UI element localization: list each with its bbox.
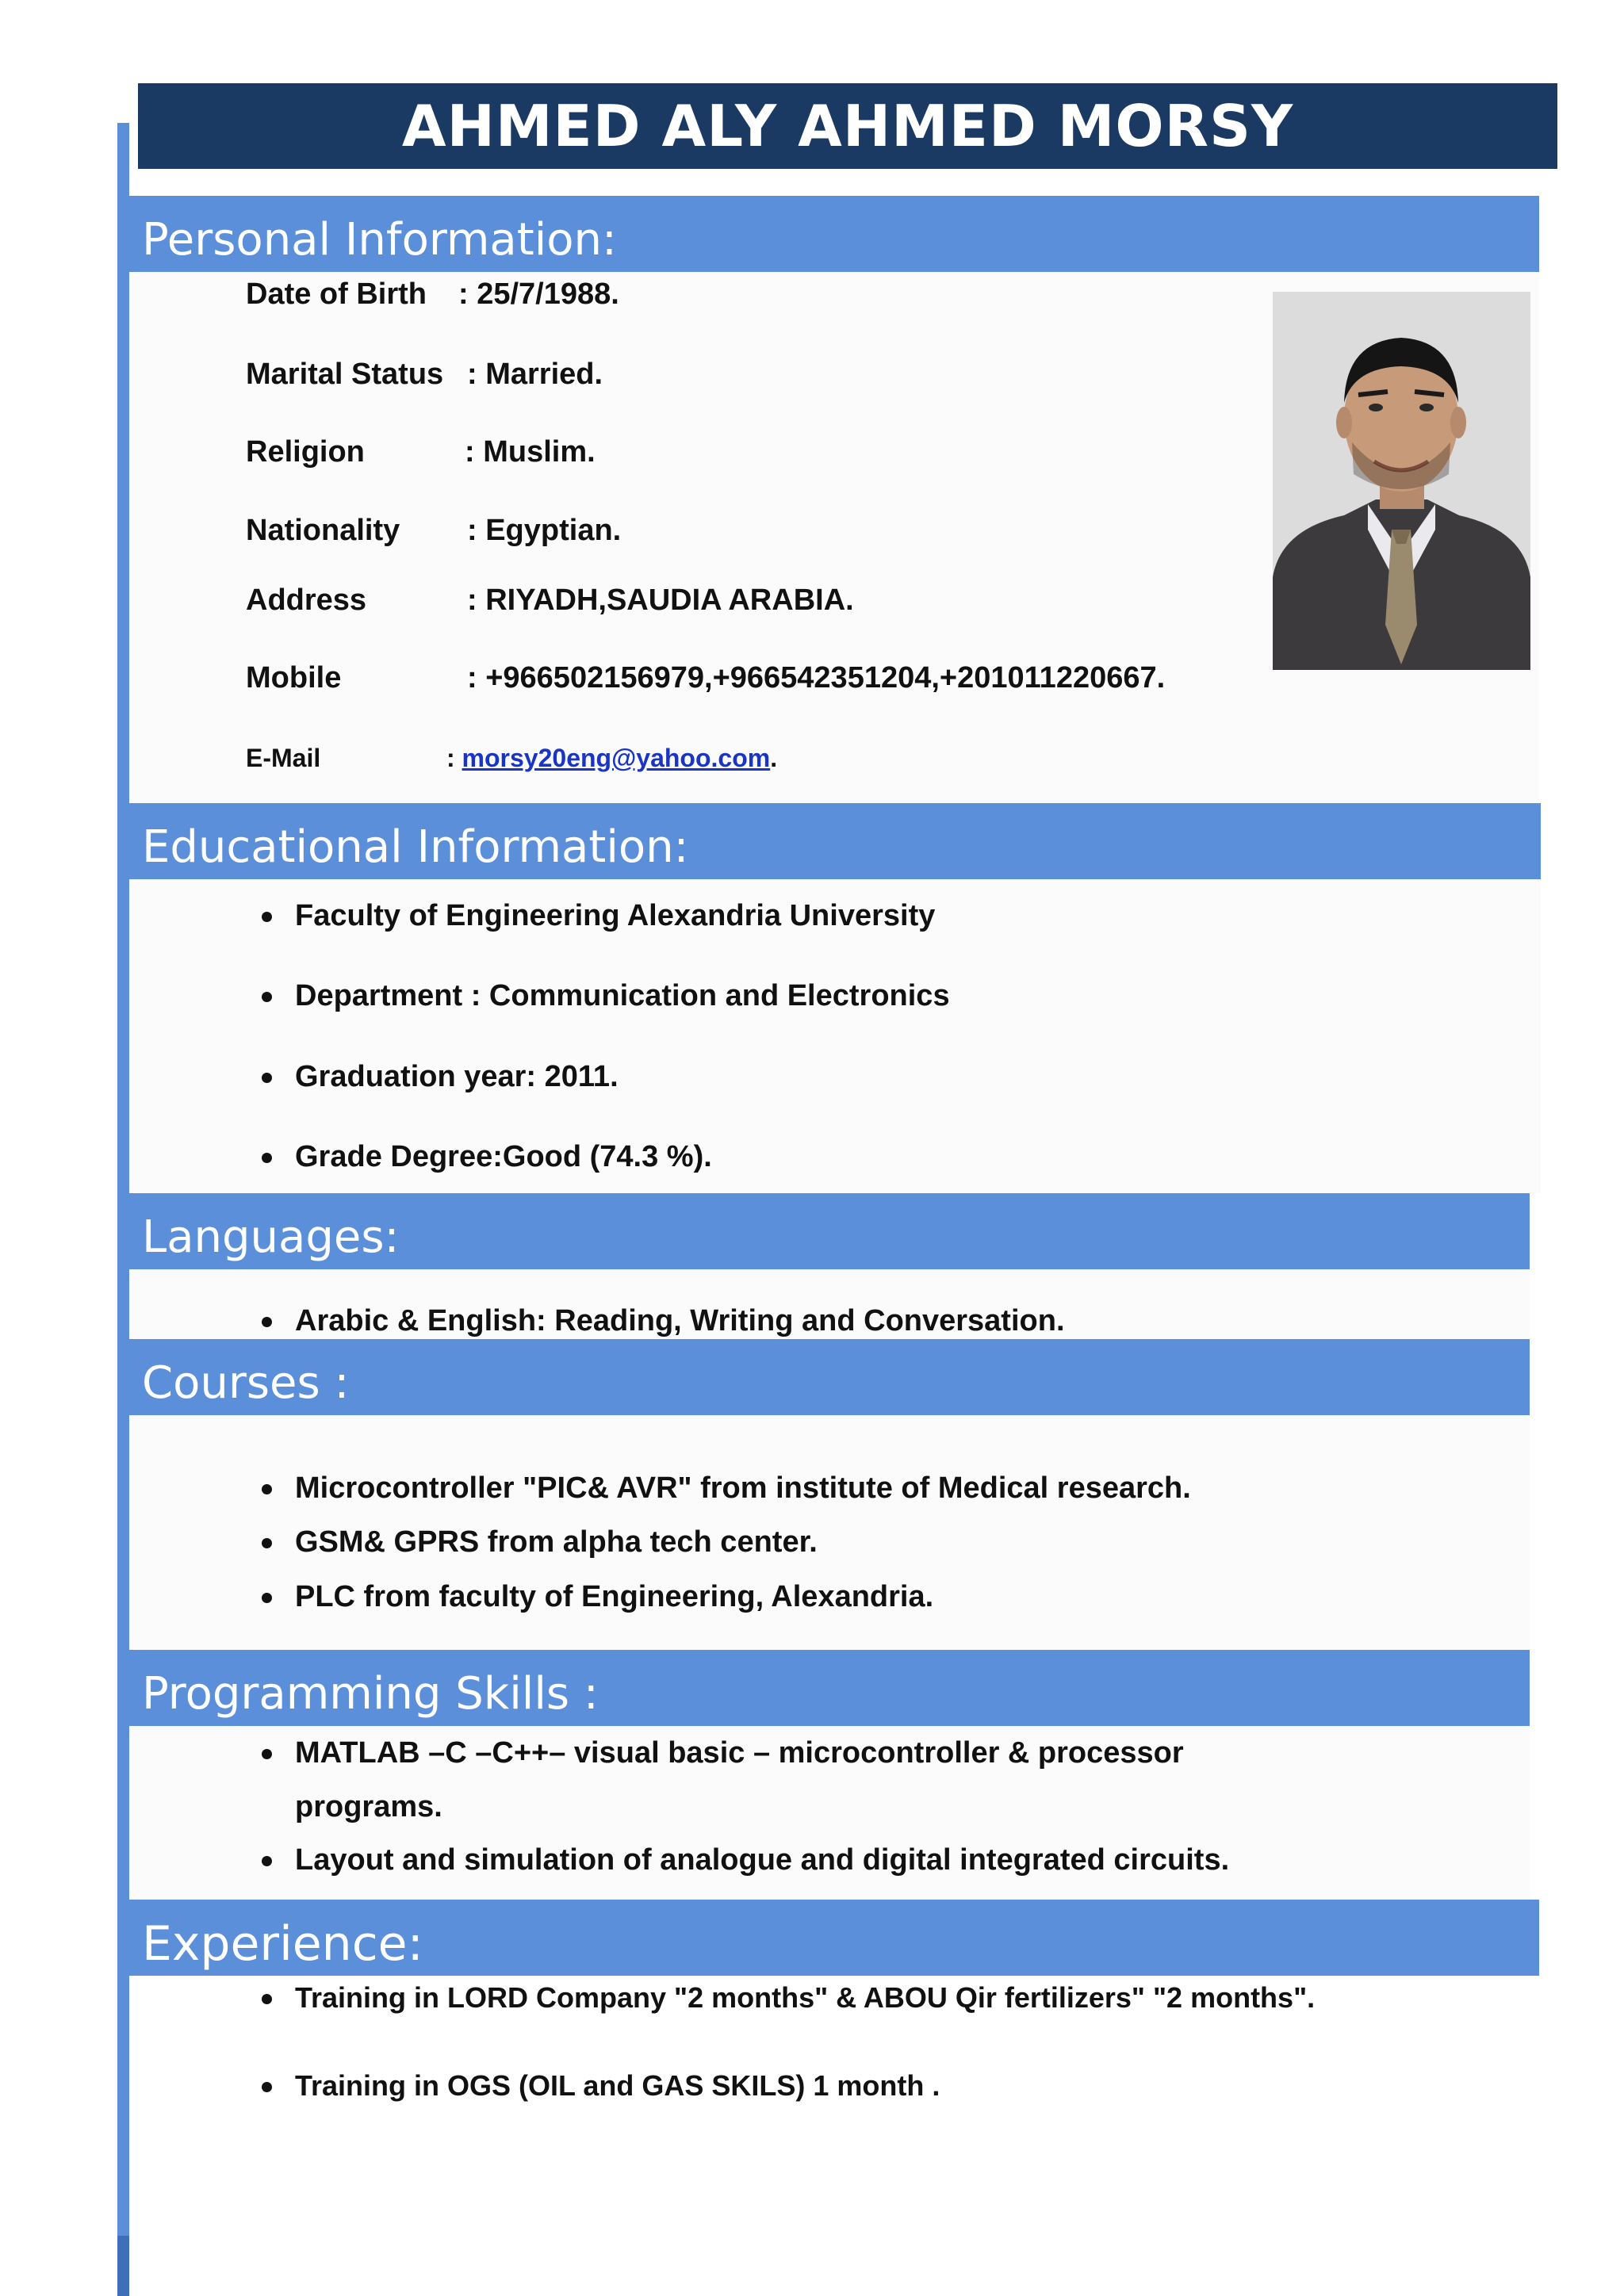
programming-heading: Programming Skills : — [129, 1650, 1530, 1726]
email-link[interactable]: morsy20eng@yahoo.com — [462, 744, 771, 772]
education-item-text: Department : Communication and Electronics — [295, 979, 950, 1012]
education-item — [295, 899, 935, 933]
email-row — [446, 744, 777, 773]
email-colon: : — [446, 744, 462, 772]
languages-heading: Languages: — [129, 1193, 1530, 1269]
bullet-icon — [262, 2082, 272, 2092]
experience-item-text: Training in LORD Company "2 months" & ABOU Qir fertilizers" "2 months". — [295, 1981, 1316, 2014]
bullet-icon — [262, 1593, 272, 1603]
courses-heading: Courses : — [129, 1339, 1530, 1415]
address-value: : RIYADH,SAUDIA ARABIA. — [467, 584, 854, 617]
address-label: Address — [246, 584, 367, 617]
name-title: AHMED ALY AHMED MORSY — [138, 83, 1557, 169]
personal-heading: Personal Information: — [129, 196, 1539, 272]
experience-item — [295, 1981, 1315, 2015]
nationality-value: : Egyptian. — [467, 514, 622, 547]
education-item — [295, 1060, 619, 1094]
course-item — [295, 1471, 1191, 1506]
mobile-value: : +966502156979,+966542351204,+201011220667. — [467, 661, 1166, 695]
bullet-icon — [262, 1153, 272, 1163]
left-accent-rule-shade — [117, 2236, 129, 2296]
marital-value: : Married. — [467, 358, 603, 391]
bullet-icon — [262, 1994, 272, 2004]
dob-value: : 25/7/1988. — [458, 277, 619, 311]
experience-heading: Experience: — [129, 1900, 1539, 1976]
bullet-icon — [262, 992, 272, 1002]
bullet-icon — [262, 1538, 272, 1548]
education-item-text: Grade Degree:Good (74.3 %). — [295, 1140, 712, 1173]
religion-value: : Muslim. — [465, 435, 596, 469]
profile-photo-portrait — [1273, 292, 1530, 670]
bullet-icon — [262, 1073, 272, 1083]
bullet-icon — [262, 1317, 272, 1327]
course-item-text: Microcontroller "PIC& AVR" from institute of Medical research. — [295, 1471, 1191, 1505]
language-item-text: Arabic & English: Reading, Writing and Conversation. — [295, 1304, 1065, 1337]
marital-label: Marital Status — [246, 358, 444, 391]
course-item-text: GSM& GPRS from alpha tech center. — [295, 1525, 818, 1559]
course-item — [295, 1525, 818, 1559]
bullet-icon — [262, 912, 272, 922]
education-heading: Educational Information: — [129, 803, 1541, 879]
programming-item — [295, 1736, 1184, 1770]
education-item-text: Graduation year: 2011. — [295, 1060, 619, 1093]
bullet-icon — [262, 1484, 272, 1494]
email-period: . — [770, 744, 778, 772]
experience-item-text: Training in OGS (OIL and GAS SKILS) 1 month . — [295, 2069, 940, 2102]
mobile-label: Mobile — [246, 661, 342, 695]
programming-item-text: Layout and simulation of analogue and digital integrated circuits. — [295, 1843, 1230, 1877]
education-item — [295, 1140, 712, 1174]
language-item — [295, 1304, 1065, 1338]
education-item — [295, 979, 950, 1013]
religion-label: Religion — [246, 435, 365, 469]
course-item-text: PLC from faculty of Engineering, Alexandria. — [295, 1580, 934, 1613]
email-label: E-Mail — [246, 744, 321, 772]
experience-item — [295, 2069, 940, 2103]
course-item — [295, 1580, 933, 1614]
programming-item-continuation: programs. — [295, 1790, 442, 1823]
programming-item-text: MATLAB –C –C++– visual basic – microcontroller & processor — [295, 1736, 1184, 1770]
education-item-text: Faculty of Engineering Alexandria University — [295, 899, 936, 932]
bullet-icon — [262, 1856, 272, 1866]
nationality-label: Nationality — [246, 514, 400, 547]
dob-label: Date of Birth — [246, 277, 427, 311]
programming-item — [295, 1843, 1229, 1877]
left-accent-rule — [117, 123, 129, 2296]
profile-photo — [1273, 292, 1530, 670]
bullet-icon — [262, 1749, 272, 1759]
